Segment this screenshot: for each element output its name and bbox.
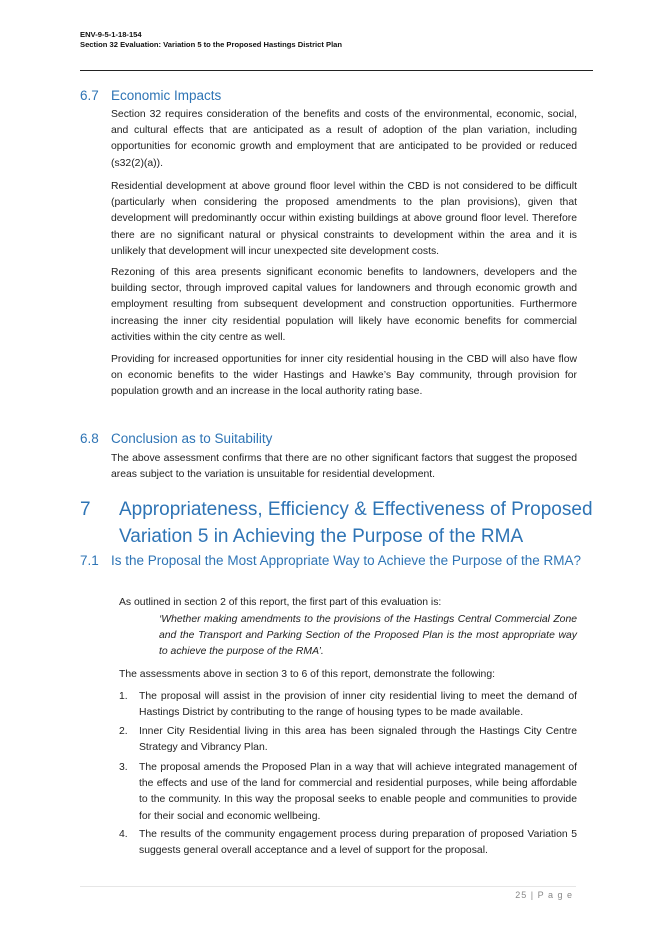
paragraph: Providing for increased opportunities for inner city residential housing in the CBD will also have flow on economic benefits to the wider Hastings and Hawke’s Bay community, through provision for population growth and an increase in the local authority rating base. <box>111 354 577 398</box>
page-number: 25 | P a g e <box>515 890 573 900</box>
paragraph: The assessments above in section 3 to 6 of this report, demonstrate the following: <box>119 669 495 680</box>
heading-6-7 <box>80 88 221 103</box>
block-quote: ‘Whether making amendments to the provisions of the Hastings Central Commercial Zone and the Transport and Parking Section of the Proposed Plan is the most appropriate way to achieve the purpose of the RMA’. <box>159 614 577 658</box>
heading-number: 7.1 <box>80 553 99 568</box>
paragraph: Section 32 requires consideration of the benefits and costs of the environmental, economic, social, and cultural effects that are anticipated as a result of adoption of the plan variation, including opportunities for economic growth and employment that are anticipated to be provided or reduced (s32(2)(a)). <box>111 109 577 169</box>
heading-number: 6.8 <box>80 431 99 446</box>
footer-divider <box>80 886 576 887</box>
document-title: Section 32 Evaluation: Variation 5 to the Proposed Hastings District Plan <box>80 40 343 49</box>
list-text: Inner City Residential living in this area has been signaled through the Hastings City Centre Strategy and Vibrancy Plan. <box>139 726 577 754</box>
list-text: The results of the community engagement process during preparation of proposed Variation 5 suggests general overall acceptance and a level of support for the proposal. <box>139 829 577 857</box>
heading-text: Appropriateness, Efficiency & Effectiveness of Proposed Variation 5 in Achieving the Purpose of the RMA <box>119 499 593 547</box>
heading-6-8 <box>80 431 272 446</box>
heading-number: 6.7 <box>80 88 99 103</box>
list-text: The proposal will assist in the provision of inner city residential living to meet the demand of Hastings District by contributing to the range of housing types to be made available. <box>139 691 577 719</box>
paragraph: Residential development at above ground floor level within the CBD is not considered to be difficult (particularly when considering the proposed amendments to the plan provisions), given that development will predominantly occur within existing buildings at above ground floor level. Therefore there are no significant natural or physical constraints to development within the area and it is unlikely that development will incur unexpected site development costs. <box>111 181 577 257</box>
heading-text: Economic Impacts <box>111 88 222 103</box>
list-text: The proposal amends the Proposed Plan in a way that will achieve integrated management of the effects and use of the land for commercial and residential purposes, while being affordable to the community. In this way the proposal seeks to enable people and communities to provide for their social and economic wellbeing. <box>139 762 577 822</box>
heading-text: Is the Proposal the Most Appropriate Way to Achieve the Purpose of the RMA? <box>111 553 582 568</box>
heading-number: 7 <box>80 499 91 520</box>
list-number: 4. <box>119 829 128 840</box>
page-header <box>80 30 592 50</box>
paragraph: Rezoning of this area presents significant economic benefits to landowners, developers and the building sector, through improved capital values for landowners and through economic growth and employment resulting from subsequent development and construction opportunities. Furthermore increasing the inner city residential population will likely have economic benefits for commercial activities within the city centre as well. <box>111 267 577 343</box>
document-reference: ENV-9-5-1-18-154 <box>80 30 142 39</box>
list-number: 2. <box>119 726 128 737</box>
list-number: 3. <box>119 762 128 773</box>
paragraph: The above assessment confirms that there are no other significant factors that suggest the proposed areas subject to the variation is unsuitable for residential development. <box>111 453 577 481</box>
list-number: 1. <box>119 691 128 702</box>
paragraph: As outlined in section 2 of this report, the first part of this evaluation is: <box>119 597 442 608</box>
header-divider <box>80 70 593 71</box>
heading-text: Conclusion as to Suitability <box>111 431 273 446</box>
